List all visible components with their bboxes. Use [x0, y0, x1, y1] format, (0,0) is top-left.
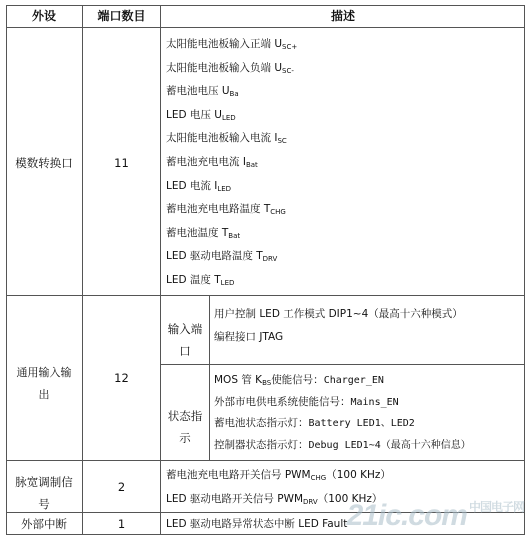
- irq-peripheral: 外部中断: [21, 517, 67, 531]
- watermark-text: 21ic.com: [346, 499, 467, 532]
- gpio-status-prefix: MOS 管 K: [214, 374, 263, 386]
- adc-item-subscript: SC+: [282, 43, 298, 51]
- adc-port-count: 11: [114, 156, 129, 170]
- adc-item-subscript: Bat: [228, 231, 241, 240]
- adc-item: [166, 61, 294, 78]
- pwm-item-text: 蓄电池充电电路开关信号 PWM: [166, 469, 311, 481]
- adc-item-text: 太阳能电池板输入正端 U: [166, 38, 283, 50]
- adc-item-text: LED 温度 T: [166, 274, 221, 286]
- gpio-status-label-text: 状态指 示: [167, 409, 203, 445]
- gpio-status-post: 使能信号：: [271, 374, 324, 386]
- adc-item-text: 蓄电池充电电流 I: [166, 156, 246, 168]
- adc-peripheral: 模数转换口: [15, 156, 73, 170]
- pwm-item: [166, 468, 391, 485]
- adc-item-text: 蓄电池温度 T: [166, 226, 229, 239]
- adc-item-subscript: DRV: [262, 255, 278, 264]
- adc-item-text: 蓄电池充电电路温度 T: [166, 203, 271, 216]
- adc-item-subscript: LED: [221, 113, 236, 122]
- gpio-status-prefix: 蓄电池状态指示灯：: [214, 417, 309, 429]
- irq-description: LED 驱动电路异常状态中断 LED Fault: [166, 518, 348, 530]
- adc-item: [166, 131, 287, 148]
- gpio-status-item: [214, 395, 399, 410]
- gpio-status-item: [214, 438, 471, 453]
- gpio-input-item: 编程接口 JTAG: [214, 331, 284, 343]
- gpio-input-label-text: 输入端 口: [167, 322, 203, 358]
- gpio-status-signal: Battery LED1、LED2: [308, 418, 415, 429]
- adc-item-text: LED 电流 I: [166, 179, 218, 192]
- gpio-status-label: [161, 405, 209, 449]
- table-grid-lines: [6, 5, 525, 535]
- watermark-tag: 中国电子网: [468, 500, 524, 514]
- pwm-item-text: LED 驱动电路开关信号 PWM: [166, 493, 304, 505]
- pwm-item-subscript: CHG: [310, 474, 327, 482]
- pwm-peripheral: [6, 471, 82, 515]
- adc-item: [166, 179, 231, 196]
- gpio-peripheral: [6, 362, 82, 406]
- header-description: 描述: [330, 9, 355, 23]
- adc-item: [166, 84, 239, 101]
- watermark-logo: [347, 498, 524, 533]
- gpio-status-signal: Mains_EN: [350, 396, 399, 408]
- header-peripheral: 外设: [31, 9, 56, 23]
- pwm-port-count: 2: [117, 480, 126, 494]
- adc-item: [166, 155, 258, 172]
- adc-item-text: 蓄电池电压 U: [166, 85, 230, 98]
- peripheral-port-table: [6, 5, 525, 535]
- adc-item-subscript: SC-: [282, 66, 294, 75]
- gpio-status-signal: Debug LED1~4（最高十六种信息）: [308, 439, 471, 451]
- gpio-status-signal: Charger_EN: [323, 375, 384, 386]
- header-port-count: 端口数目: [97, 9, 146, 23]
- gpio-peripheral-label: 通用输入输 出: [16, 366, 72, 401]
- adc-item-text: LED 电压 U: [166, 108, 222, 121]
- adc-item: [166, 249, 277, 266]
- gpio-status-prefix: 控制器状态指示灯：: [214, 438, 309, 451]
- adc-item-text: LED 驱动电路温度 T: [166, 250, 263, 263]
- irq-port-count: 1: [117, 517, 126, 531]
- gpio-status-item: [214, 373, 384, 390]
- adc-item-subscript: Ba: [229, 90, 239, 99]
- gpio-status-subscript: BS: [262, 379, 272, 387]
- adc-item-subscript: LED: [217, 184, 232, 193]
- pwm-peripheral-label: 脉宽调制信 号: [15, 475, 73, 511]
- adc-item: [166, 273, 234, 290]
- adc-item: [166, 37, 297, 54]
- adc-item-subscript: SC: [277, 137, 287, 146]
- adc-item: [166, 202, 286, 219]
- gpio-status-prefix: 外部市电供电系统使能信号：: [214, 395, 351, 408]
- adc-item-text: 太阳能电池板输入电流 I: [166, 132, 278, 145]
- adc-item: [166, 108, 236, 125]
- gpio-input-item: 用户控制 LED 工作模式 DIP1~4（最高十六种模式）: [214, 308, 463, 320]
- adc-item-subscript: LED: [220, 279, 235, 287]
- adc-item-subscript: CHG: [270, 208, 286, 217]
- gpio-status-item: [214, 416, 415, 431]
- adc-item-subscript: Bat: [245, 161, 258, 169]
- pwm-item-frequency: （100 KHz）: [317, 493, 383, 505]
- pwm-item-frequency: （100 KHz）: [326, 469, 391, 481]
- adc-item-text: 太阳能电池板输入负端 U: [166, 61, 283, 74]
- pwm-item-subscript: DRV: [303, 498, 318, 506]
- adc-item: [166, 226, 240, 243]
- gpio-port-count: 12: [114, 371, 129, 385]
- gpio-input-label: [161, 318, 209, 362]
